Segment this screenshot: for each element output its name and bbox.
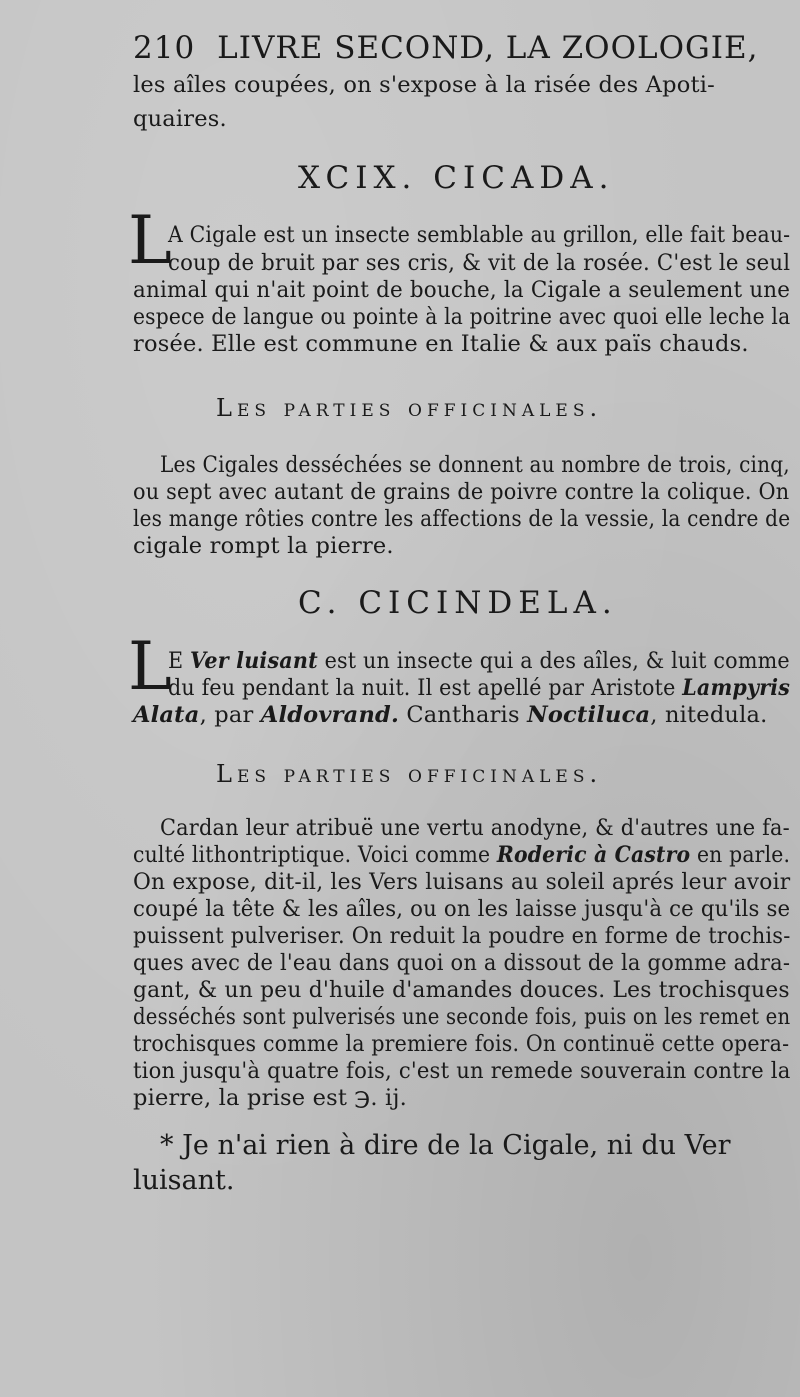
cicada-line-4: espece de langue ou pointe à la poitrine avec quoi elle leche la (133, 304, 791, 330)
cicindela-line-2: du feu pendant la nuit. Il est apellé par Aristote Lampyris (168, 675, 791, 701)
cicada-line-5: rosée. Elle est commune en Italie & aux païs chauds. (133, 331, 749, 357)
subheading-parties-officinales-2: Les parties officinales. (216, 760, 603, 788)
italic-term: Lampyris (682, 675, 791, 701)
cicindela-officinal-line-5: puissent pulveriser. On reduit la poudre en forme de trochis- (133, 923, 791, 949)
cicada-line-2: coup de bruit par ses cris, & vit de la rosée. C'est le seul (168, 250, 791, 276)
italic-term: Alata (133, 702, 200, 728)
cicindela-officinal-line-1: Cardan leur atribuë une vertu anodyne, & d'autres une fa- (160, 815, 790, 841)
italic-term: Noctiluca (527, 702, 651, 728)
italic-term: Ver luisant (190, 648, 318, 674)
italic-term: Aldovrand. (260, 702, 399, 728)
running-title: LIVRE SECOND, LA ZOOLOGIE, (217, 30, 759, 66)
cicindela-line-3: Alata, par Aldovrand. Cantharis Noctiluca, nitedula. (133, 702, 768, 728)
drop-cap: L (128, 628, 172, 705)
cicada-line-3: animal qui n'ait point de bouche, la Cigale a seulement une (133, 277, 791, 303)
section-title-cicindela: C. CICINDELA. (298, 585, 618, 621)
cicindela-officinal-line-3: On expose, dit-il, les Vers luisans au soleil aprés leur avoir (133, 869, 791, 895)
cicindela-officinal-line-4: coupé la tête & les aîles, ou on les laisse jusqu'à ce qu'ils se (133, 896, 791, 922)
cicindela-officinal-line-6: ques avec de l'eau dans quoi on a dissout de la gomme adra- (133, 950, 791, 976)
cicada-line-1: A Cigale est un insecte semblable au grillon, elle fait beau- (168, 222, 791, 248)
cicada-officinal-line-3: les mange rôties contre les affections de la vessie, la cendre de (133, 506, 791, 532)
cicindela-officinal-line-8: desséchés sont pulverisés une seconde fois, puis on les remet en (133, 1004, 791, 1030)
cicindela-officinal-line-11: pierre, la prise est ℈. ij. (133, 1085, 407, 1111)
italic-term: Roderic à Castro (496, 842, 691, 868)
cicindela-officinal-line-10: tion jusqu'à quatre fois, c'est un remede souverain contre la (133, 1058, 791, 1084)
cicindela-officinal-line-7: gant, & un peu d'huile d'amandes douces. Les trochisques (133, 977, 790, 1003)
intro-line-2: quaires. (133, 106, 227, 132)
cicindela-officinal-line-9: trochisques comme la premiere fois. On continuë cette opera- (133, 1031, 790, 1057)
page-header (133, 30, 759, 66)
footnote-line-1: * Je n'ai rien à dire de la Cigale, ni du Ver (160, 1130, 731, 1161)
cicindela-officinal-line-2: culté lithontriptique. Voici comme Roderic à Castro en parle. (133, 842, 791, 868)
page-number: 210 (133, 30, 196, 66)
section-title-cicada: XCIX. CICADA. (298, 160, 615, 196)
cicada-officinal-line-2: ou sept avec autant de grains de poivre contre la colique. On (133, 479, 790, 505)
intro-line-1: les aîles coupées, on s'expose à la risée des Apoti- (133, 72, 715, 98)
footnote-line-2: luisant. (133, 1165, 235, 1196)
subheading-parties-officinales-1: Les parties officinales. (216, 394, 603, 422)
cicada-officinal-line-4: cigale rompt la pierre. (133, 533, 394, 559)
cicindela-line-1: E Ver luisant est un insecte qui a des aîles, & luit comme (168, 648, 790, 674)
drop-cap: L (128, 202, 172, 279)
cicada-officinal-line-1: Les Cigales desséchées se donnent au nombre de trois, cinq, (160, 452, 790, 478)
